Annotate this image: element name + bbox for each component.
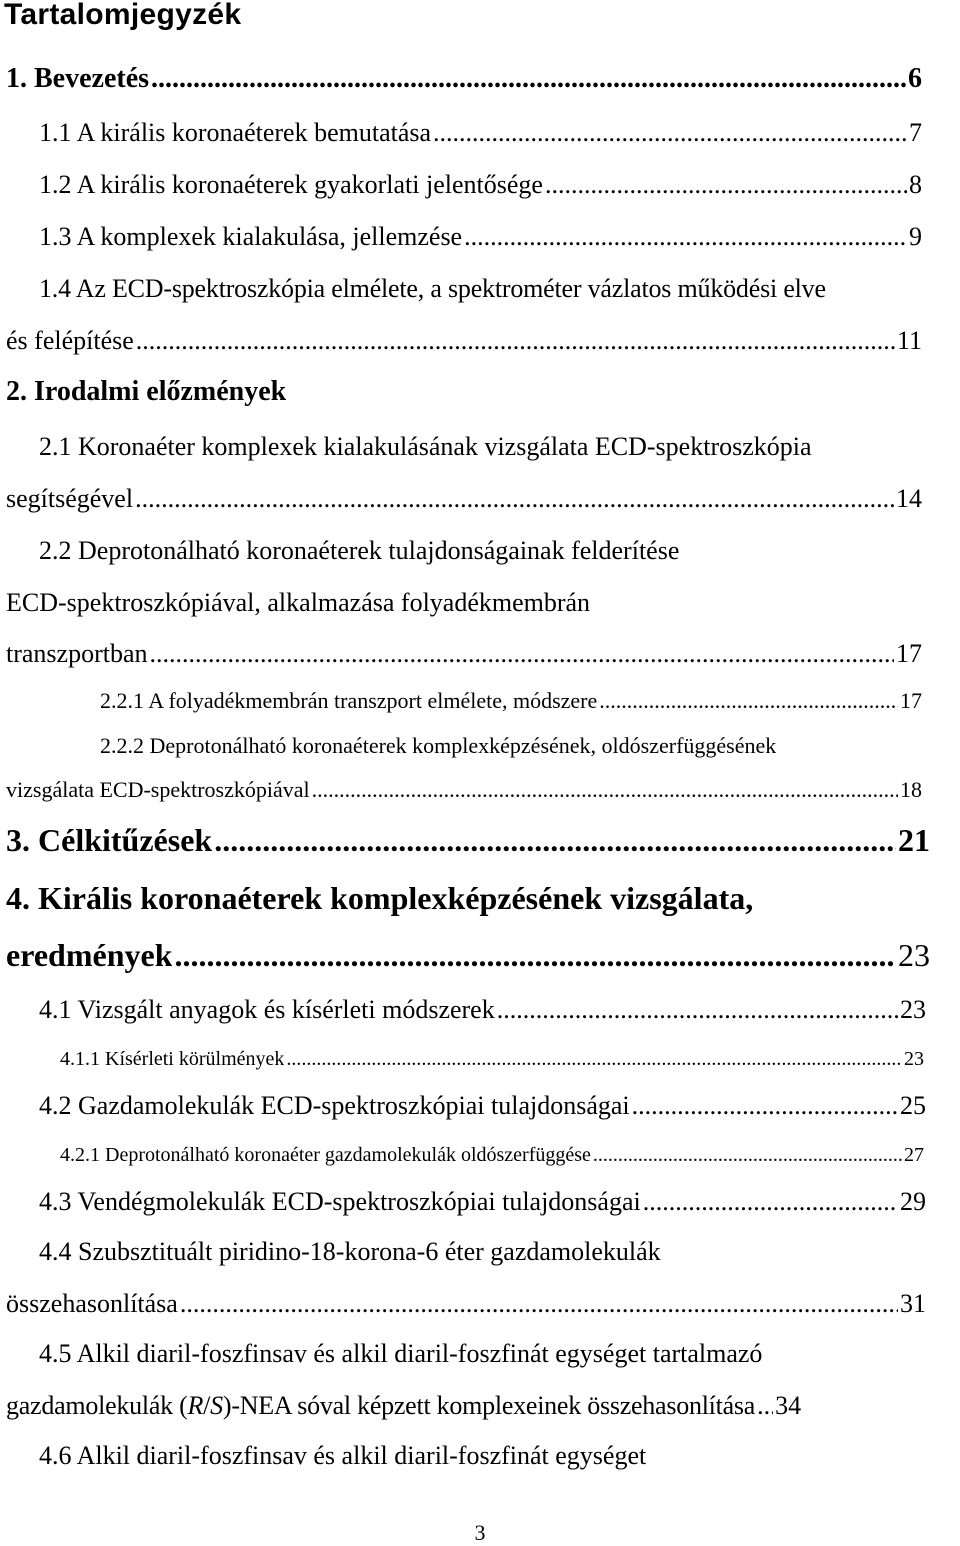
toc-page-number: 14	[896, 484, 922, 513]
toc-entry-title: 4.5 Alkil diaril-foszfinsav és alkil diaril-foszfinát egységet tartalmazó	[39, 1339, 763, 1368]
toc-entry-title: 3. Célkitűzések	[6, 821, 213, 858]
toc-leader-dots	[214, 822, 896, 859]
toc-leader-dots	[286, 1048, 902, 1071]
toc-entry-subsection[interactable]	[0, 677, 960, 725]
toc-entry-section[interactable]	[0, 421, 960, 473]
toc-entry-title: vizsgálata ECD-spektroszkópiával	[6, 777, 310, 802]
toc-page-number: 18	[900, 777, 922, 802]
toc-entry-chapter[interactable]	[0, 366, 960, 418]
toc-entry-title: 2.2.2 Deprotonálható koronaéterek komplexképzésének, oldószerfüggésének	[100, 733, 777, 758]
toc-page-number: 23	[904, 1047, 924, 1070]
toc-entry-title: 1.3 A komplexek kialakulása, jellemzése	[39, 222, 463, 251]
toc-entry-continuation[interactable]	[0, 315, 960, 367]
toc-entry-title: 4.2.1 Deprotonálható koronaéter gazdamolekulák oldószerfüggése	[60, 1143, 591, 1166]
toc-entry-title: 2.1 Koronaéter komplexek kialakulásának vizsgálata ECD-spektroszkópia	[39, 432, 812, 461]
toc-entry-continuation[interactable]	[0, 1380, 960, 1432]
toc-page-number: 31	[900, 1289, 926, 1318]
toc-entry-continuation[interactable]	[0, 1278, 960, 1330]
toc-entry-section[interactable]	[0, 984, 960, 1036]
toc-entry-chapter[interactable]	[0, 812, 960, 868]
toc-entry-continuation[interactable]	[0, 766, 960, 814]
toc-entry-subsection[interactable]	[0, 722, 960, 770]
toc-entry-title: transzportban	[6, 639, 148, 668]
toc-entry-continuation[interactable]	[0, 577, 960, 629]
toc-page-number: 17	[900, 688, 922, 713]
toc-entry-title: 4.6 Alkil diaril-foszfinsav és alkil diaril-foszfinát egységet	[39, 1441, 647, 1470]
toc-entry-section[interactable]	[0, 107, 960, 159]
toc-leader-dots	[593, 1144, 902, 1167]
toc-entry-section[interactable]	[0, 525, 960, 577]
page-title: Tartalomjegyzék	[4, 0, 242, 31]
toc-entry-title: eredmények	[6, 936, 173, 973]
toc-page-number: 29	[900, 1187, 926, 1216]
toc-entry-title: 2. Irodalmi előzmények	[6, 376, 287, 407]
toc-page-number: 9	[909, 222, 922, 251]
page-number: 3	[474, 1520, 486, 1545]
toc-entry-continuation[interactable]	[0, 926, 960, 984]
toc-entry-title: ECD-spektroszkópiával, alkalmazása folyadékmembrán	[6, 588, 591, 617]
toc-entry-title: 4.1.1 Kísérleti körülmények	[60, 1047, 285, 1070]
toc-page-number: 27	[904, 1143, 924, 1166]
toc-entry-section[interactable]	[0, 1328, 960, 1380]
toc-entry-title	[6, 1391, 755, 1421]
toc-leader-dots	[312, 777, 898, 803]
title-italic-s: S	[210, 1391, 223, 1420]
toc-entry-title: segítségével	[6, 484, 134, 513]
toc-entry-section[interactable]	[0, 211, 960, 263]
toc-entry-subsection[interactable]	[0, 1132, 960, 1178]
toc-entry-title: 4.1 Vizsgált anyagok és kísérleti módszerek	[39, 995, 495, 1024]
toc-page-number: 8	[909, 170, 922, 199]
toc-entry-title: 2.2 Deprotonálható koronaéterek tulajdonságainak felderítése	[39, 536, 680, 565]
toc-entry-title: és felépítése	[6, 326, 134, 355]
toc-leader-dots	[545, 170, 907, 200]
toc-entry-title: 4.2 Gazdamolekulák ECD-spektroszkópiai tulajdonságai	[39, 1091, 630, 1120]
title-part: /	[203, 1391, 211, 1420]
toc-page-number: 25	[900, 1091, 926, 1120]
toc-entry-section[interactable]	[0, 1080, 960, 1132]
toc-page-number: 21	[898, 821, 930, 858]
toc-entry-title: 4. Királis koronaéterek komplexképzésének vizsgálata,	[6, 879, 754, 916]
toc-entry-title: 1. Bevezetés	[6, 63, 150, 94]
toc-page-number: 23	[900, 995, 926, 1024]
toc-page-number: 34	[775, 1391, 802, 1420]
toc-entry-continuation[interactable]	[0, 473, 960, 525]
toc-entry-subsection[interactable]	[0, 1036, 960, 1082]
toc-leader-dots	[464, 222, 907, 252]
toc-entry-section[interactable]	[0, 1226, 960, 1278]
toc-entry-section[interactable]	[0, 159, 960, 211]
toc-entry-section[interactable]	[0, 263, 960, 315]
toc-leader-dots	[643, 1187, 898, 1217]
toc-entry-title: összehasonlítása	[6, 1289, 178, 1318]
toc-entry-title: 1.2 A királis koronaéterek gyakorlati jelentősége	[39, 170, 543, 199]
toc-leader-dots	[136, 326, 895, 356]
toc-entry-section[interactable]	[0, 1176, 960, 1228]
toc-entry-continuation[interactable]	[0, 628, 960, 680]
toc-leader-dots	[150, 639, 894, 669]
toc-leader-dots	[757, 1391, 773, 1421]
toc-entry-section[interactable]	[0, 1430, 960, 1482]
toc-page-number: 11	[896, 326, 922, 355]
title-part: )-NEA sóval képzett komplexeinek összehasonlítása	[222, 1391, 756, 1420]
toc-leader-dots	[632, 1091, 898, 1121]
toc-leader-dots	[180, 1289, 898, 1319]
toc-page-number: 6	[908, 63, 922, 94]
toc-leader-dots	[433, 118, 907, 148]
toc-leader-dots	[135, 484, 894, 514]
title-italic-r: R	[187, 1391, 204, 1420]
toc-entry-title: 2.2.1 A folyadékmembrán transzport elmélete, módszere	[100, 688, 598, 713]
toc-page-number: 17	[896, 639, 922, 668]
toc-leader-dots	[599, 688, 898, 714]
toc-entry-chapter[interactable]	[0, 53, 960, 105]
toc-entry-title: 4.4 Szubsztituált piridino-18-korona-6 éter gazdamolekulák	[39, 1237, 661, 1266]
toc-entry-chapter[interactable]	[0, 868, 960, 928]
toc-entry-title: 1.1 A királis koronaéterek bemutatása	[39, 118, 432, 147]
toc-leader-dots	[174, 937, 896, 974]
toc-leader-dots	[497, 995, 898, 1025]
toc-leader-dots	[151, 63, 906, 95]
toc-page-number: 23	[898, 936, 930, 973]
toc-page-number: 7	[909, 118, 922, 147]
toc-entry-title: 1.4 Az ECD-spektroszkópia elmélete, a spektrométer vázlatos működési elve	[39, 274, 826, 303]
toc-entry-title: 4.3 Vendégmolekulák ECD-spektroszkópiai tulajdonságai	[39, 1187, 641, 1216]
title-part: gazdamolekulák (	[6, 1391, 188, 1420]
